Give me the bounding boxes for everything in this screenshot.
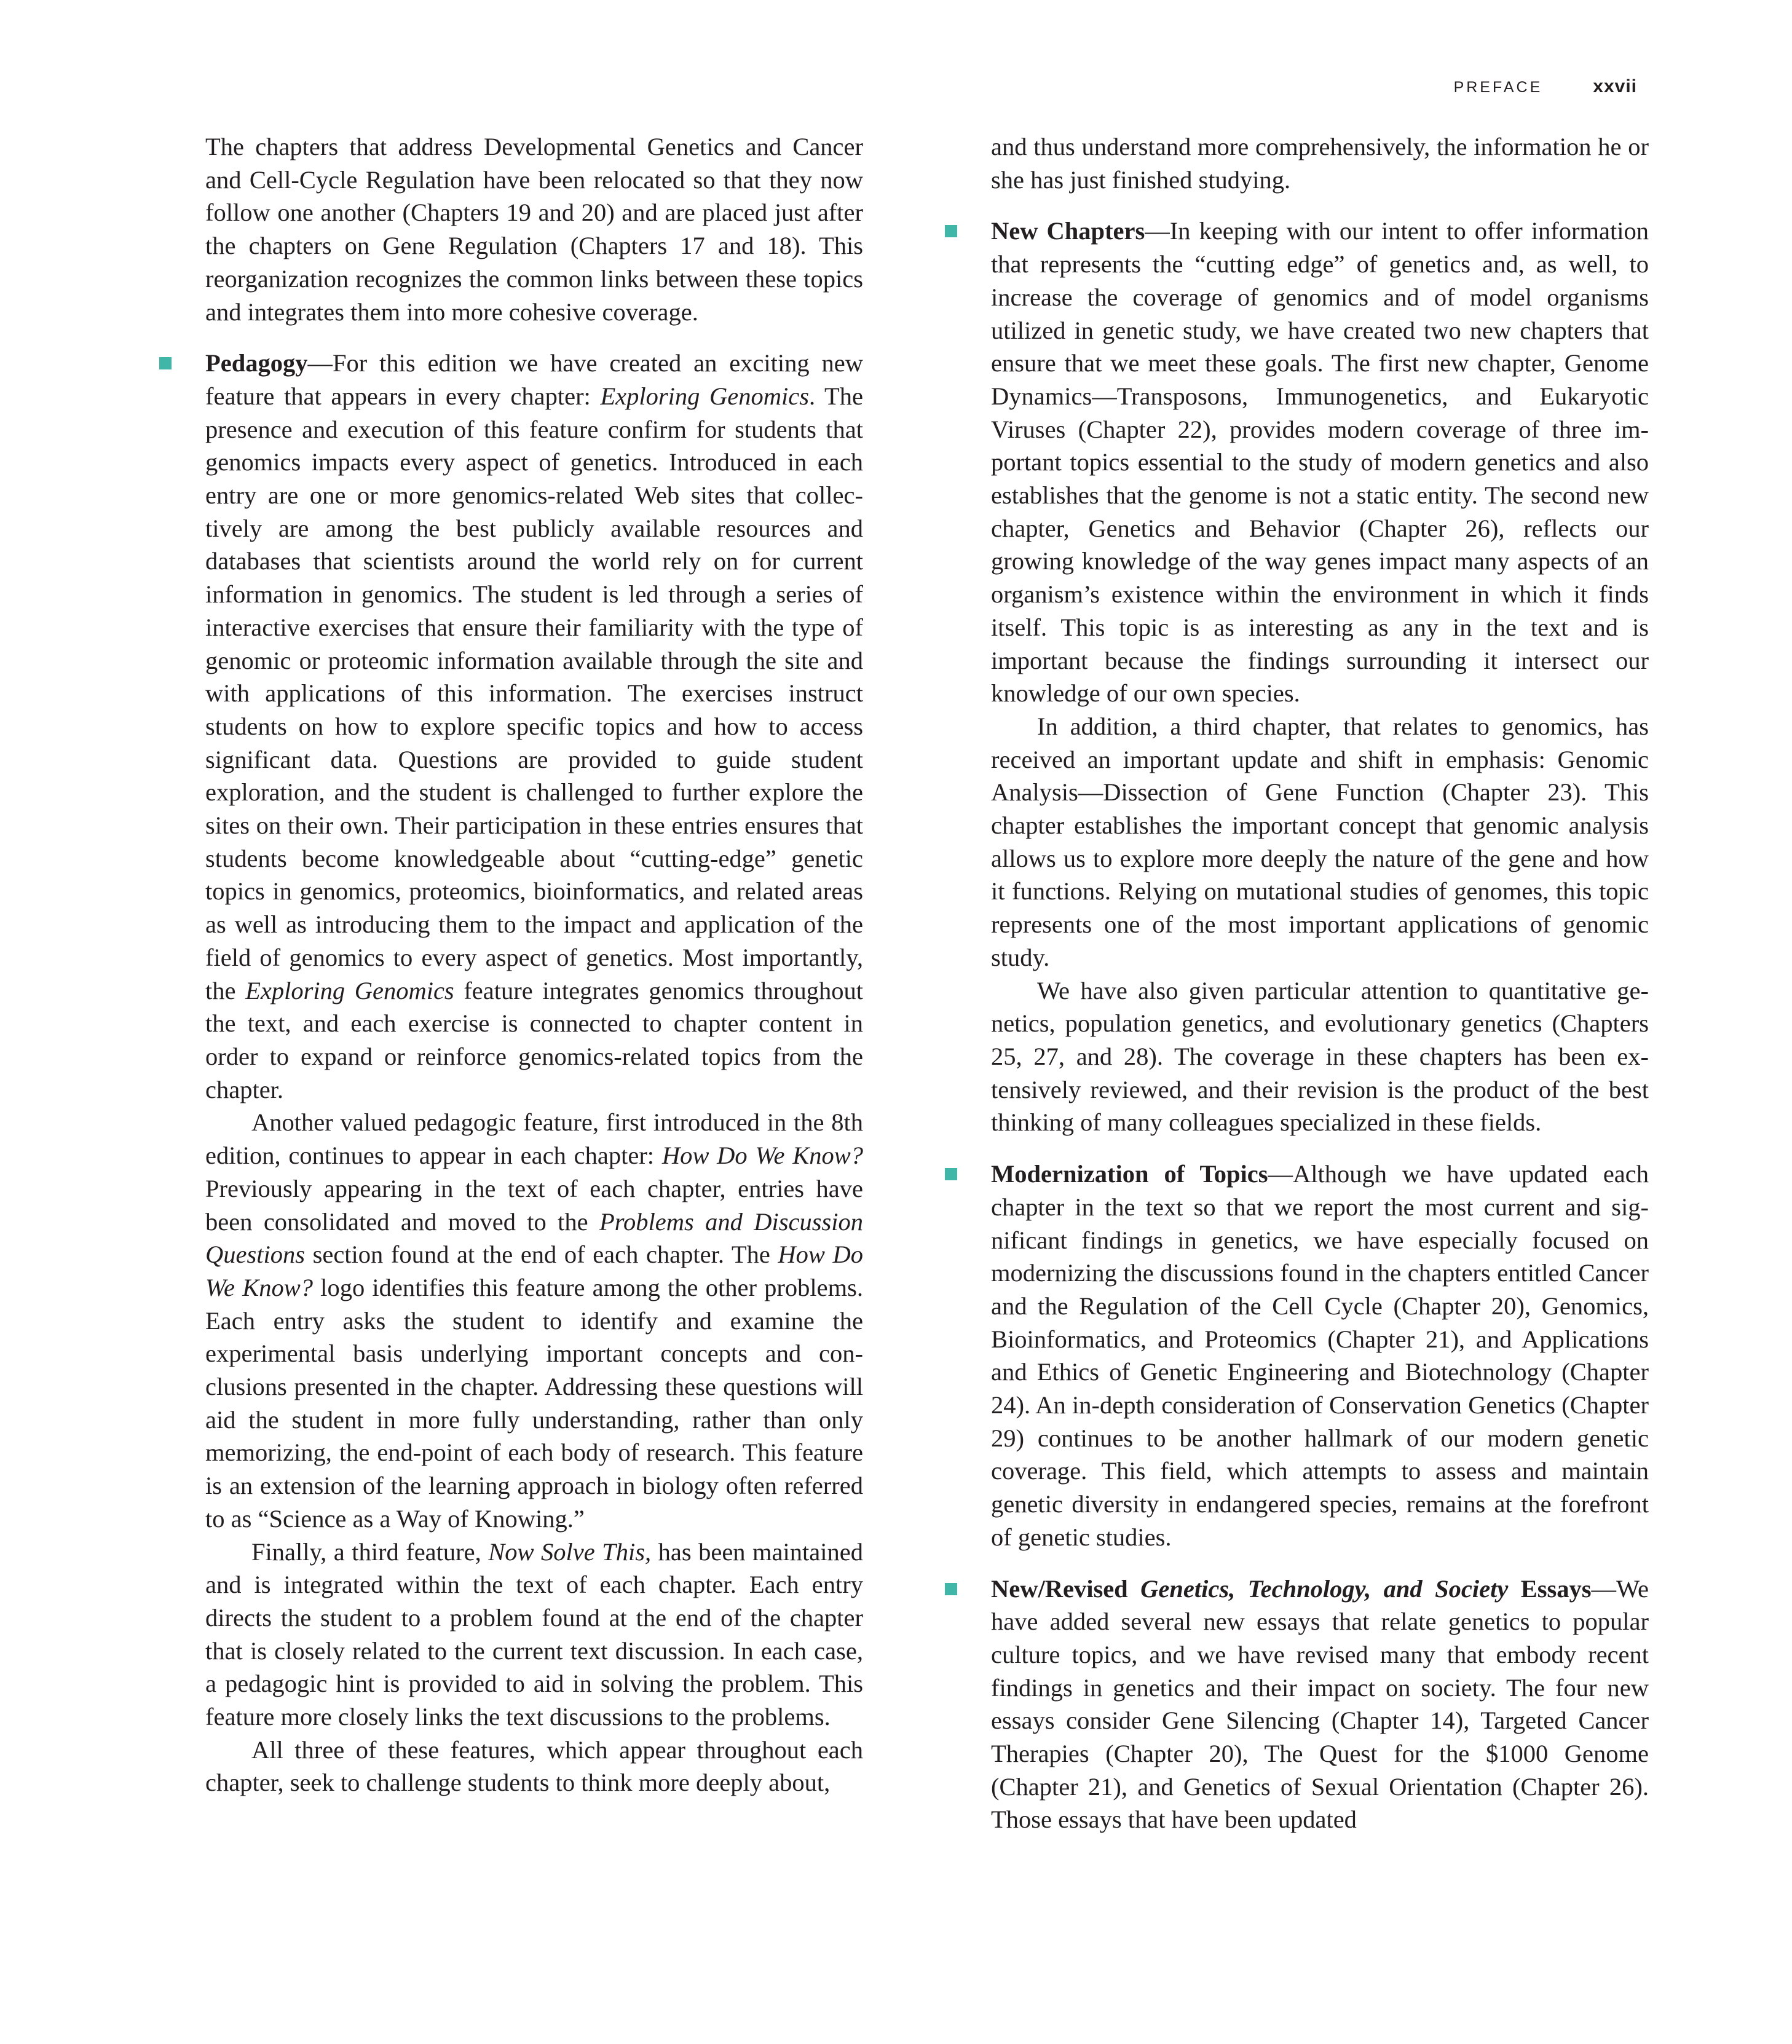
new-chapters-label: New Chapters bbox=[991, 217, 1145, 245]
pedagogy-label: Pedagogy bbox=[205, 349, 308, 377]
features-summary-paragraph: All three of these features, which appear throughout each chapter, seek to challenge students to think more deeply about, bbox=[205, 1735, 863, 1797]
left-column bbox=[205, 130, 863, 1799]
modernization-item: Modernization of Topics—Although we have updated each chapter in the text so that we report the most current and significant findings in genetics, we have especially focused on modernizing the discussions found in the chapters entitled Cancer and the Regulation of the Cell Cycle (Chapter 20), Genomics, Bioinformatics, and Proteomics (Chapter 21), and Applications and Ethics of Genetic Engineering and Biotechnology (Chapter 24). An in-depth consideration of Conservation Genetics (Chapter 29) continues to be another hallmark of our modern genetic coverage. This field, which attempts to assess and maintain genetic diversity in endangered species, remains at the forefront of genetic studies. bbox=[991, 1158, 1649, 1553]
running-head bbox=[1454, 76, 1637, 97]
right-column bbox=[991, 130, 1649, 1836]
pedagogy-item: Pedagogy—For this edition we have created an exciting new feature that appears in every chapter: Exploring Genomics. The presence and execution of this feature confirm for students that genomics impacts every aspect of genetics. Introduced in each entry are one or more genomics-related Web sites that collectively are among the best publicly available resources and databases that scientists around the world rely on for current information in genomics. The student is led through a series of interactive exercises that ensure their familiarity with the type of genomic or proteomic information available through the site and with applications of this information. The exercises instruct students on how to explore specific topics and how to access significant data. Questions are provided to guide student exploration, and the student is challenged to further explore the sites on their own. Their participation in these entries ensures that students become knowledgeable about “cutting-edge” genetic topics in genomics, proteomics, bioinformatics, and related areas as well as introducing them to the impact and application of the field of genomics to every aspect of genetics. Most importantly, the Exploring Genomics feature integrates genomics throughout the text, and each exercise is connected to chapter content in order to expand or reinforce genomics-related topics from the chapter. bbox=[205, 347, 863, 1106]
section-title: PREFACE bbox=[1453, 79, 1543, 96]
continuation-paragraph: and thus understand more comprehensively, the information he or she has just finished studying. bbox=[991, 133, 1649, 194]
genomic-analysis-paragraph: In addition, a third chapter, that relates to genomics, has received an important update and shift in emphasis: Genomic Analysis—Dissection of Gene Function (Chapter 23). This chapter establishes the important concept that genomic analysis allows us to explore more deeply the nature of the gene and how it functions. Relying on mutational studies of genomes, this topic represents one of the most important applications of genomic study. bbox=[991, 712, 1649, 971]
new-chapters-item: New Chapters—In keeping with our intent to offer information that represents the “cutting edge” of genetics and, as well, to increase the coverage of genomics and of model organisms utilized in genetic study, we have created two new chapters that ensure that we meet these goals. The first new chapter, Genome Dynamics—Transposons, Immunogenetics, and Eukaryotic Viruses (Chapter 22), provides modern coverage of three important topics essential to the study of modern genetics and also establishes that the genome is not a static entity. The second new chapter, Genetics and Behavior (Chapter 26), reflects our growing knowledge of the way genes impact many aspects of an organism’s existence within the environment in which it finds itself. This topic is as interesting as any in the text and is important because the findings surrounding it intersect our knowledge of our own species. bbox=[991, 215, 1649, 710]
quantitative-genetics-paragraph: We have also given particular attention to quantitative genetics, population genetics, and evolutionary genetics (Chapters 25, 27, and 28). The coverage in these chapters has been extensively reviewed, and their revision is the product of the best thinking of many colleagues specialized in these fields. bbox=[991, 976, 1649, 1137]
essays-label: New/Revised Genetics, Technology, and Society Essays bbox=[991, 1574, 1592, 1603]
square-bullet-icon bbox=[945, 225, 957, 237]
how-do-we-know-paragraph: Another valued pedagogic feature, first introduced in the 8th edition, continues to appear in each chapter: How Do We Know? Previously appearing in the text of each chapter, entries have been consolidated and moved to the Problems and Discussion Questions section found at the end of each chapter. The How Do We Know? logo identifies this feature among the other problems. Each entry asks the student to identify and examine the experimental basis underlying important concepts and conclusions presented in the chapter. Addressing these questions will aid the student in more fully understanding, rather than only memorizing, the end-point of each body of research. This feature is an extension of the learning approach in biology often referred to as “Science as a Way of Knowing.” bbox=[205, 1108, 864, 1533]
essays-item: New/Revised Genetics, Technology, and Society Essays—We have added several new essays that relate genetics to popular culture topics, and we have revised many that embody recent findings in genetics and their impact on society. The four new essays consider Gene Silencing (Chapter 14), Targeted Cancer Therapies (Chapter 20), The Quest for the $1000 Genome (Chapter 21), and Genetics of Sexual Orientation (Chapter 26). Those essays that have been updated bbox=[991, 1572, 1649, 1837]
square-bullet-icon bbox=[945, 1583, 957, 1595]
square-bullet-icon bbox=[159, 357, 172, 369]
now-solve-this-paragraph: Finally, a third feature, Now Solve This, has been maintained and is integrated within the text of each chapter. Each entry directs the student to a problem found at the end of the chapter that is closely related to the current text discussion. In each case, a pedagogic hint is provided to aid in solving the problem. This feature more closely links the text discussions to the problems. bbox=[205, 1537, 863, 1731]
square-bullet-icon bbox=[945, 1168, 957, 1180]
reorganization-paragraph: The chapters that address Developmental Genetics and Cancer and Cell-Cycle Regulation have been relocated so that they now follow one another (Chapters 19 and 20) and are placed just after the chapters on Gene Regulation (Chapters 17 and 18). This reorganization recognizes the common links between these topics and integrates them into more cohesive coverage. bbox=[205, 133, 863, 326]
modernization-label: Modernization of Topics bbox=[991, 1160, 1268, 1188]
page-number: xxvii bbox=[1593, 76, 1637, 97]
